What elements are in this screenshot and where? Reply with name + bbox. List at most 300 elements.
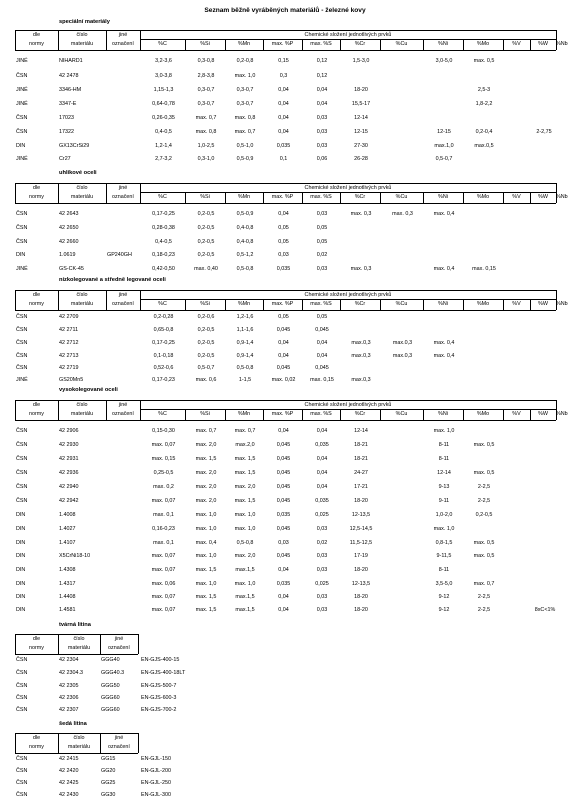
table-cell: 12-14 <box>437 470 451 476</box>
table-cell: max. 0,3 <box>350 211 372 217</box>
header-dle: dle <box>32 401 41 408</box>
table-cell: 0,03 <box>316 143 328 149</box>
table-cell: 0,04 <box>316 456 328 462</box>
table-cell: 0,4-0,5 <box>155 129 172 135</box>
table-cell: GS-CK-45 <box>59 266 84 272</box>
table-cell: 0,1 <box>279 156 288 162</box>
table-cell: X5CrNi18-10 <box>59 553 91 559</box>
table-cell: max. 0,4 <box>433 340 455 346</box>
table-cell: 0,4-0,8 <box>236 239 254 245</box>
table-cell: 3,2-3,6 <box>155 58 172 64</box>
table-cell: 1.4008 <box>59 512 76 518</box>
table-cell: 8-11 <box>438 442 450 448</box>
table-cell: 0,05 <box>316 225 328 231</box>
header-cell: dle <box>32 734 41 741</box>
table-cell: 0,035 <box>276 581 291 587</box>
table-cell: ČSN <box>16 211 28 217</box>
header-element: %Mo <box>476 411 490 417</box>
table-cell: ČSN <box>16 670 28 676</box>
table-cell: max. 0,4 <box>433 211 455 217</box>
header-element: %Mo <box>476 301 490 307</box>
table-cell: GG25 <box>101 780 116 786</box>
table-cell: 0,045 <box>276 553 291 559</box>
table-cell: 12-15 <box>437 129 451 135</box>
table-cell: max. 0,6 <box>195 377 217 383</box>
table-cell: 0,03 <box>316 266 328 272</box>
table-cell: 0,17-0,25 <box>152 340 175 346</box>
table-cell: 1.4308 <box>59 567 76 573</box>
header-element: %Cr <box>354 41 366 47</box>
table-cell: 42 2478 <box>59 73 79 79</box>
table-cell: 1,5-3,0 <box>352 58 370 64</box>
header-element: %V <box>512 411 521 417</box>
table-cell: 1.4408 <box>59 594 76 600</box>
table-cell: 42 2425 <box>59 780 79 786</box>
header-element: %Mn <box>237 41 251 47</box>
table-cell: 0,15-0,30 <box>152 428 175 434</box>
table-cell: 0,04 <box>278 101 289 107</box>
table-cell: 0,02 <box>316 540 328 546</box>
table-cell: 0,045 <box>276 498 291 504</box>
header-element: %C <box>158 194 167 200</box>
table-cell: 42 2650 <box>59 225 79 231</box>
table-cell: 17023 <box>59 115 74 121</box>
table-cell: 0,04 <box>278 129 289 135</box>
table-cell: 2-2,5 <box>477 498 491 504</box>
table-cell: 1.4027 <box>59 526 76 532</box>
table-cell: EN-GJL-200 <box>141 768 171 774</box>
table-cell: NIHARD1 <box>59 58 83 64</box>
header-element: %Mo <box>476 41 490 47</box>
table-cell: 17-19 <box>354 553 368 559</box>
table-cell: DIN <box>16 143 26 149</box>
table-cell: 0,03 <box>316 129 328 135</box>
table-cell: GGG60 <box>101 695 120 701</box>
table-cell: 42 2415 <box>59 756 79 762</box>
table-rule <box>15 310 556 311</box>
header-cislo: číslo <box>76 31 88 38</box>
table-cell: 1.4107 <box>59 540 76 546</box>
table-cell: 0,65-0,8 <box>153 327 174 333</box>
table-rule <box>138 733 139 753</box>
table-cell: 0,3-0,8 <box>197 58 215 64</box>
section-title: tvárná litina <box>59 622 91 628</box>
table-cell: 0,3-0,7 <box>236 87 254 93</box>
table-cell: 0,035 <box>276 143 291 149</box>
header-element: max. %S <box>310 301 332 307</box>
table-cell: 0,025 <box>315 512 329 518</box>
table-cell: max. 0,7 <box>473 581 495 587</box>
table-cell: 42 2430 <box>59 792 79 798</box>
table-cell: 0,04 <box>316 353 328 359</box>
header-element: %W <box>538 194 548 200</box>
table-cell: max.1,0 <box>434 143 454 149</box>
table-cell: 0,04 <box>316 340 328 346</box>
header-chemical-composition: Chemické složení jednotlivých prvků <box>304 291 392 298</box>
table-cell: 0,12 <box>316 73 328 79</box>
header-element: %Mo <box>476 194 490 200</box>
table-cell: 9-12 <box>438 607 450 613</box>
table-cell: max.1,5 <box>235 607 255 613</box>
table-cell: 0,03 <box>316 567 328 573</box>
table-cell: 0,4-0,8 <box>236 225 254 231</box>
header-oznaceni: označení <box>112 41 134 47</box>
table-cell: ČSN <box>16 327 28 333</box>
table-cell: JINÉ <box>16 156 28 162</box>
table-rule <box>15 203 556 204</box>
table-rule <box>15 50 556 51</box>
table-cell: 0,9-1,4 <box>236 340 254 346</box>
section-title: vysokolegované oceli <box>59 387 118 393</box>
table-cell: 0,03 <box>316 607 328 613</box>
table-cell: 0,2-0,5 <box>197 239 215 245</box>
table-cell: 0,035 <box>315 498 329 504</box>
table-cell: max. 0,06 <box>151 581 176 587</box>
table-cell: 2-2,5 <box>477 484 491 490</box>
table-cell: max. 1,0 <box>234 581 256 587</box>
table-cell: max.0,5 <box>474 143 494 149</box>
header-element: %Ni <box>438 301 448 307</box>
table-cell: max.1,5 <box>235 594 255 600</box>
header-normy: normy <box>29 194 44 200</box>
table-cell: max. 0,15 <box>472 266 496 272</box>
table-cell: 1.4581 <box>59 607 76 613</box>
table-cell: 0,04 <box>316 101 328 107</box>
header-cell: označení <box>108 744 130 750</box>
table-cell: max. 0,5 <box>473 470 495 476</box>
table-cell: 1-1,5 <box>238 377 252 383</box>
table-cell: GGG50 <box>101 683 120 689</box>
table-cell: ČSN <box>16 225 28 231</box>
table-cell: 0,2-0,28 <box>153 314 174 320</box>
table-cell: DIN <box>16 526 26 532</box>
table-cell: 0,28-0,38 <box>152 225 175 231</box>
header-cell: číslo <box>73 734 85 741</box>
table-cell: 0,2-0,5 <box>197 353 215 359</box>
table-cell: 0,045 <box>276 470 291 476</box>
table-cell: max. 0,3 <box>350 266 372 272</box>
header-cell: označení <box>108 645 130 651</box>
table-cell: max. 0,4 <box>433 353 455 359</box>
table-cell: 0,05 <box>316 314 328 320</box>
table-cell: GGG60 <box>101 707 120 713</box>
table-cell: max. 0,8 <box>234 115 256 121</box>
table-cell: 11,5-12,5 <box>349 540 373 546</box>
table-cell: max. 0,15 <box>151 456 176 462</box>
section-title: uhlíkové oceli <box>59 170 97 176</box>
table-cell: 42 2711 <box>59 327 79 333</box>
table-cell: 0,3 <box>279 73 288 79</box>
table-cell: GP240GH <box>107 252 132 258</box>
table-cell: ČSN <box>16 657 28 663</box>
table-cell: max. 1,5 <box>234 498 256 504</box>
table-cell: 0,045 <box>276 456 291 462</box>
table-cell: ČSN <box>16 470 28 476</box>
header-element: %Cu <box>395 194 408 200</box>
table-cell: max. 0,07 <box>151 553 176 559</box>
table-cell: max. 1,0 <box>195 526 217 532</box>
table-cell: DIN <box>16 512 26 518</box>
table-cell: 0,03 <box>316 526 328 532</box>
table-cell: 0,05 <box>278 239 289 245</box>
header-element: %W <box>538 301 548 307</box>
table-cell: max.1,5 <box>235 567 255 573</box>
table-cell: 18-20 <box>354 87 368 93</box>
table-cell: ČSN <box>16 73 28 79</box>
table-cell: EN-GJS-500-7 <box>141 683 177 689</box>
table-cell: max. 1,5 <box>195 594 217 600</box>
table-cell: max. 0,07 <box>151 498 176 504</box>
header-chemical-composition: Chemické složení jednotlivých prvků <box>304 401 392 408</box>
table-cell: 26-28 <box>354 156 368 162</box>
table-cell: 0,5-0,8 <box>236 365 254 371</box>
table-cell: JINÉ <box>16 377 28 383</box>
table-cell: 1,8-2,2 <box>475 101 493 107</box>
header-materialu: materiálu <box>70 41 94 47</box>
table-cell: 27-30 <box>354 143 368 149</box>
table-cell: 42 2307 <box>59 707 79 713</box>
table-cell: EN-GJL-250 <box>141 780 171 786</box>
table-cell: 2,8-3,8 <box>197 73 215 79</box>
table-cell: 12-15 <box>354 129 368 135</box>
table-cell: 42 2931 <box>59 456 79 462</box>
table-cell: GGG40 <box>101 657 120 663</box>
table-cell: ČSN <box>16 353 28 359</box>
table-cell: max. 0,5 <box>473 58 495 64</box>
table-cell: 0,02 <box>316 252 328 258</box>
table-cell: 42 2420 <box>59 768 79 774</box>
table-cell: max. 1,5 <box>195 567 217 573</box>
table-cell: 0,04 <box>278 607 289 613</box>
table-cell: ČSN <box>16 340 28 346</box>
table-cell: ČSN <box>16 314 28 320</box>
table-cell: max. 2,0 <box>195 470 217 476</box>
table-cell: max.2,0 <box>235 442 255 448</box>
header-materialu: materiálu <box>70 301 94 307</box>
table-cell: 18-21 <box>354 442 368 448</box>
table-cell: max. 1,5 <box>195 456 217 462</box>
table-cell: 18-20 <box>354 607 368 613</box>
table-cell: 18-21 <box>354 456 368 462</box>
header-element: %Cu <box>395 411 408 417</box>
table-cell: ČSN <box>16 707 28 713</box>
table-cell: GX13CrSi29 <box>59 143 90 149</box>
header-oznaceni: označení <box>112 301 134 307</box>
header-normy: normy <box>29 301 44 307</box>
header-element: %Cr <box>354 301 366 307</box>
table-cell: 1,2-1,6 <box>236 314 254 320</box>
table-cell: 0,12 <box>316 58 328 64</box>
header-chemical-composition: Chemické složení jednotlivých prvků <box>304 184 392 191</box>
table-cell: ČSN <box>16 683 28 689</box>
table-cell: 42 2936 <box>59 470 79 476</box>
table-cell: max. 1,0 <box>433 526 455 532</box>
table-cell: 42 2942 <box>59 498 79 504</box>
header-cell: materiálu <box>67 744 91 750</box>
header-element: %Ni <box>438 411 448 417</box>
table-cell: 42 2306 <box>59 695 79 701</box>
table-cell: 0,2-0,8 <box>236 58 254 64</box>
header-element: max. %S <box>310 194 332 200</box>
table-cell: 0,26-0,35 <box>152 115 175 121</box>
table-cell: 1,0-2,5 <box>197 143 215 149</box>
table-cell: 0,03 <box>278 252 289 258</box>
table-cell: GG15 <box>101 756 116 762</box>
table-cell: 42 2719 <box>59 365 79 371</box>
table-cell: 0,045 <box>315 365 329 371</box>
table-cell: max.0,3 <box>392 353 413 359</box>
table-cell: 0,04 <box>278 87 289 93</box>
table-cell: max. 0,7 <box>195 115 217 121</box>
table-cell: 8-11 <box>438 567 450 573</box>
header-element: %Cu <box>395 301 408 307</box>
table-cell: JINÉ <box>16 58 28 64</box>
table-cell: 0,4-0,5 <box>155 239 172 245</box>
table-cell: EN-GJS-600-3 <box>141 695 177 701</box>
table-cell: max. 0,07 <box>151 442 176 448</box>
table-cell: 0,42-0,50 <box>152 266 175 272</box>
header-dle: dle <box>32 31 41 38</box>
table-cell: 0,5-1,2 <box>236 252 254 258</box>
table-cell: 0,5-0,7 <box>197 365 215 371</box>
table-cell: JINÉ <box>16 101 28 107</box>
header-cell: číslo <box>73 635 85 642</box>
table-cell: 1.4317 <box>59 581 76 587</box>
table-cell: ČSN <box>16 115 28 121</box>
header-element: %Nb <box>556 301 568 307</box>
table-cell: 0,3-1,0 <box>197 156 215 162</box>
table-cell: max. 0,15 <box>310 377 334 383</box>
header-element: %C <box>158 411 167 417</box>
header-oznaceni: označení <box>112 194 134 200</box>
table-cell: 1,15-1,3 <box>153 87 174 93</box>
table-cell: max. 0,7 <box>234 428 256 434</box>
table-cell: 0,2-0,5 <box>197 225 215 231</box>
table-cell: ČSN <box>16 756 28 762</box>
table-cell: 0,03 <box>278 540 289 546</box>
table-cell: 18-20 <box>354 498 368 504</box>
table-cell: max. 1,0 <box>433 428 455 434</box>
header-element: %V <box>512 41 521 47</box>
table-cell: ČSN <box>16 365 28 371</box>
table-cell: EN-GJS-700-2 <box>141 707 177 713</box>
table-cell: 0,04 <box>278 340 289 346</box>
table-cell: 0,5-1,0 <box>236 143 254 149</box>
table-cell: max.0,3 <box>351 377 371 383</box>
header-element: %W <box>538 411 548 417</box>
table-cell: 42 2906 <box>59 428 79 434</box>
table-cell: DIN <box>16 553 26 559</box>
header-cell: normy <box>29 744 44 750</box>
header-jine: jiné <box>118 31 128 38</box>
header-cislo: číslo <box>76 184 88 191</box>
table-cell: max.0,3 <box>351 340 371 346</box>
table-cell: DIN <box>16 567 26 573</box>
table-cell: ČSN <box>16 484 28 490</box>
table-cell: 1.0619 <box>59 252 76 258</box>
header-element: %V <box>512 194 521 200</box>
table-cell: 0,3-0,7 <box>197 101 215 107</box>
table-cell: 0,05 <box>278 314 289 320</box>
table-cell: max. 1,0 <box>234 512 256 518</box>
table-cell: 42 2643 <box>59 211 79 217</box>
table-cell: DIN <box>16 594 26 600</box>
table-cell: 0,04 <box>278 353 289 359</box>
header-element: %Si <box>200 411 210 417</box>
table-cell: 0,03 <box>316 594 328 600</box>
table-cell: 0,04 <box>278 428 289 434</box>
table-cell: max. 1,0 <box>234 73 256 79</box>
header-element: %Nb <box>556 411 568 417</box>
table-cell: max.0,3 <box>392 340 413 346</box>
header-cell: dle <box>32 635 41 642</box>
table-cell: 3346-HM <box>59 87 82 93</box>
header-cislo: číslo <box>76 401 88 408</box>
table-cell: 0,18-0,23 <box>152 252 175 258</box>
header-cell: jiné <box>114 635 124 642</box>
table-cell: ČSN <box>16 695 28 701</box>
table-cell: 8-11 <box>438 456 450 462</box>
table-cell: 0,2-0,5 <box>197 340 215 346</box>
table-cell: max.0,3 <box>351 353 371 359</box>
table-cell: 0,5-0,9 <box>236 211 254 217</box>
table-cell: DIN <box>16 540 26 546</box>
table-cell: max. 0,7 <box>234 129 256 135</box>
table-rule <box>15 654 138 655</box>
header-element: %Si <box>200 301 210 307</box>
table-cell: 0,05 <box>278 225 289 231</box>
table-cell: 42 2305 <box>59 683 79 689</box>
table-cell: 0,04 <box>278 211 289 217</box>
header-element: max. %S <box>310 41 332 47</box>
table-cell: max. 1,0 <box>234 526 256 532</box>
table-cell: 0,9-1,4 <box>236 353 254 359</box>
table-cell: 0,5-0,9 <box>236 156 254 162</box>
table-cell: max. 1,5 <box>234 456 256 462</box>
header-jine: jiné <box>118 401 128 408</box>
table-cell: 0,17-0,25 <box>152 211 175 217</box>
header-element: %Cr <box>354 411 366 417</box>
table-cell: 2-2,5 <box>477 594 491 600</box>
table-cell: DIN <box>16 581 26 587</box>
table-cell: max. 0,07 <box>151 607 176 613</box>
table-cell: GGG40.3 <box>101 670 125 676</box>
header-jine: jiné <box>118 291 128 298</box>
table-cell: 0,045 <box>276 327 291 333</box>
header-element: max. %P <box>271 41 294 47</box>
table-cell: 0,035 <box>315 442 329 448</box>
table-cell: 0,64-0,78 <box>152 101 175 107</box>
table-cell: 12-14 <box>354 115 368 121</box>
table-cell: 0,25-0,5 <box>153 470 174 476</box>
table-cell: 12-13,5 <box>351 581 371 587</box>
table-cell: 1,2-1,4 <box>155 143 172 149</box>
table-cell: 42 2930 <box>59 442 79 448</box>
table-cell: 0,045 <box>315 327 329 333</box>
table-cell: max. 1,5 <box>195 607 217 613</box>
header-oznaceni: označení <box>112 411 134 417</box>
table-cell: 9-11 <box>438 498 450 504</box>
table-rule <box>15 420 556 421</box>
table-cell: max. 0,40 <box>194 266 218 272</box>
table-cell: 0,04 <box>278 115 289 121</box>
table-cell: 0,1-0,18 <box>153 353 174 359</box>
table-cell: 42 2304 <box>59 657 79 663</box>
section-title: speciální materiály <box>59 19 110 25</box>
header-element: %V <box>512 301 521 307</box>
header-dle: dle <box>32 184 41 191</box>
table-cell: 0,035 <box>276 266 291 272</box>
